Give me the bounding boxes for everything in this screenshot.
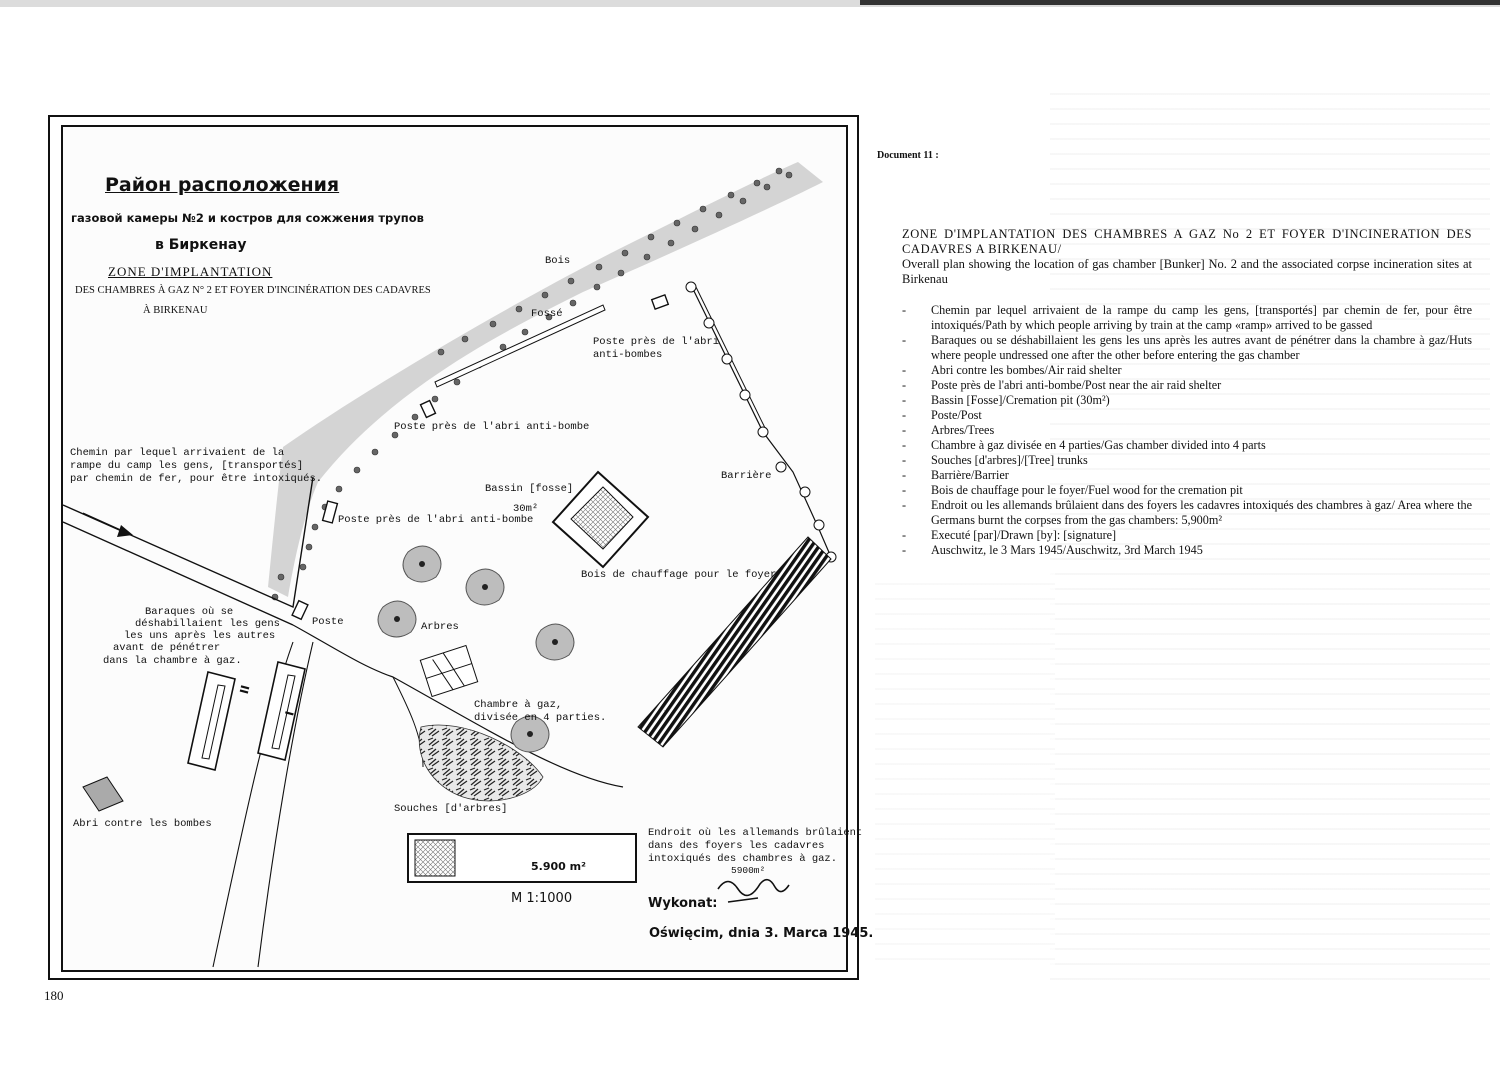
label-chambre-1: Chambre à gaz, [474, 699, 563, 711]
map-subtitle-fr-1: DES CHAMBRES À GAZ N° 2 ET FOYER D'INCINÉRATION DES CADAVRES [75, 285, 431, 296]
legend-item: - Endroit ou les allemands brûlaient dans des foyers les cadavres intoxiqués des chambres à gaz/ Area where the Germans burnt the corpses from the gas chambers: 5,900m² [902, 498, 1472, 528]
label-baraques-2: déshabillaient les gens [135, 618, 280, 630]
legend-item: - Souches [d'arbres]/[Tree] trunks [902, 453, 1472, 468]
label-chemin-2: rampe du camp les gens, [transportés] [70, 460, 304, 472]
birkenau-site-map [61, 125, 874, 972]
label-endroit-2: dans des foyers les cadavres [648, 840, 825, 852]
label-poste-abri-1b: anti-bombes [593, 349, 663, 361]
label-chemin-1: Chemin par lequel arrivaient de la [70, 447, 285, 459]
label-chambre-2: divisée en 4 parties. [474, 712, 607, 724]
map-scale: M 1:1000 [511, 891, 573, 906]
map-place-ru: в Биркенау [155, 237, 247, 253]
legend-item: - Chemin par lequel arrivaient de la rampe du camp les gens, [transportés] par chemin de fer, pour être intoxiqués/Path by which people arriving by train at the camp «ramp» arrived to be gassed [902, 303, 1472, 333]
scan-top-edge [0, 0, 1500, 7]
label-barriere: Barrière [721, 470, 772, 482]
undressing-barracks [188, 662, 305, 770]
wykonat-label: Wykonat: [648, 896, 718, 911]
label-poste-abri-1a: Poste près de l'abri [593, 336, 720, 348]
document-label: Document 11 : [877, 150, 939, 161]
label-souches: Souches [d'arbres] [394, 803, 508, 815]
label-bassin-2: 30m² [513, 503, 539, 515]
legend-item: - Bois de chauffage pour le foyer/Fuel wood for the cremation pit [902, 483, 1472, 498]
legend-item: - Baraques ou se déshabillaient les gens les uns après les autres avant de pénétrer dans la chambre à gaz/Huts where people undressed one after the other before entering the gas chamber [902, 333, 1472, 363]
label-poste: Poste [312, 616, 344, 628]
label-baraques-1: Baraques où se [145, 606, 234, 618]
label-endroit-1: Endroit où les allemands brûlaient [648, 827, 863, 839]
label-arbres: Arbres [421, 621, 459, 633]
label-baraques-3: les uns après les autres [124, 630, 276, 642]
page-number: 180 [44, 988, 64, 1003]
air-raid-shelter [83, 777, 123, 811]
label-bassin-1: Bassin [fosse] [485, 483, 574, 495]
label-chemin-3: par chemin de fer, pour être intoxiqués. [70, 473, 323, 485]
bleed-through-text [875, 570, 1055, 970]
place-date: Oświęcim, dnia 3. Marca 1945. [649, 926, 874, 941]
legend-item: - Bassin [Fosse]/Cremation pit (30m²) [902, 393, 1472, 408]
map-subtitle-ru: газовой камеры №2 и костров для сожжения трупов [71, 211, 424, 225]
legend-item: - Executé [par]/Drawn [by]: [signature] [902, 528, 1472, 543]
label-baraques-5: dans la chambre à gaz. [103, 655, 242, 667]
map-title-ru: Район расположения [105, 174, 340, 196]
label-baraques-4: avant de pénétrer [113, 642, 221, 654]
label-bois: Bois [545, 255, 571, 267]
label-poste-abri-3: Poste près de l'abri anti-bombe [338, 514, 534, 526]
gas-chamber-building [420, 646, 477, 697]
barrier-posts [686, 282, 836, 562]
signature [718, 880, 789, 902]
legend-item: - Barrière/Barrier [902, 468, 1472, 483]
legend-item: - Chambre à gaz divisée en 4 parties/Gas chamber divided into 4 parts [902, 438, 1472, 453]
document-overall-caption: Overall plan showing the location of gas chamber [Bunker] No. 2 and the associated corpse incineration sites at Birkenau [902, 257, 1472, 286]
forest-band [268, 162, 823, 597]
legend-box-area: 5.900 m² [531, 860, 586, 873]
legend-item: - Poste près de l'abri anti-bombe/Post near the air raid shelter [902, 378, 1472, 393]
label-fosse: Fossé [531, 308, 563, 320]
legend-item: - Auschwitz, le 3 Mars 1945/Auschwitz, 3rd March 1945 [902, 543, 1472, 558]
map-title-fr: ZONE D'IMPLANTATION [108, 264, 273, 279]
label-endroit-4: 5900m² [731, 865, 766, 876]
barrack-label-1: I [282, 709, 297, 718]
label-poste-abri-2: Poste près de l'abri anti-bombe [394, 421, 590, 433]
legend-item: - Arbres/Trees [902, 423, 1472, 438]
legend-item: - Poste/Post [902, 408, 1472, 423]
map-outer-frame [48, 115, 874, 980]
label-bois-chauffage: Bois de chauffage pour le foyer [581, 569, 777, 581]
legend-item: - Abri contre les bombes/Air raid shelter [902, 363, 1472, 378]
barrack-label-2: II [236, 683, 253, 696]
document-title: ZONE D'IMPLANTATION DES CHAMBRES A GAZ No 2 ET FOYER D'INCINERATION DES CADAVRES A BIRKENAU/ [902, 227, 1472, 256]
map-subtitle-fr-2: À BIRKENAU [143, 305, 208, 316]
legend-box [408, 834, 636, 882]
label-endroit-3: intoxiqués des chambres à gaz. [648, 853, 838, 865]
label-abri: Abri contre les bombes [73, 818, 212, 830]
legend-list [902, 303, 1472, 558]
